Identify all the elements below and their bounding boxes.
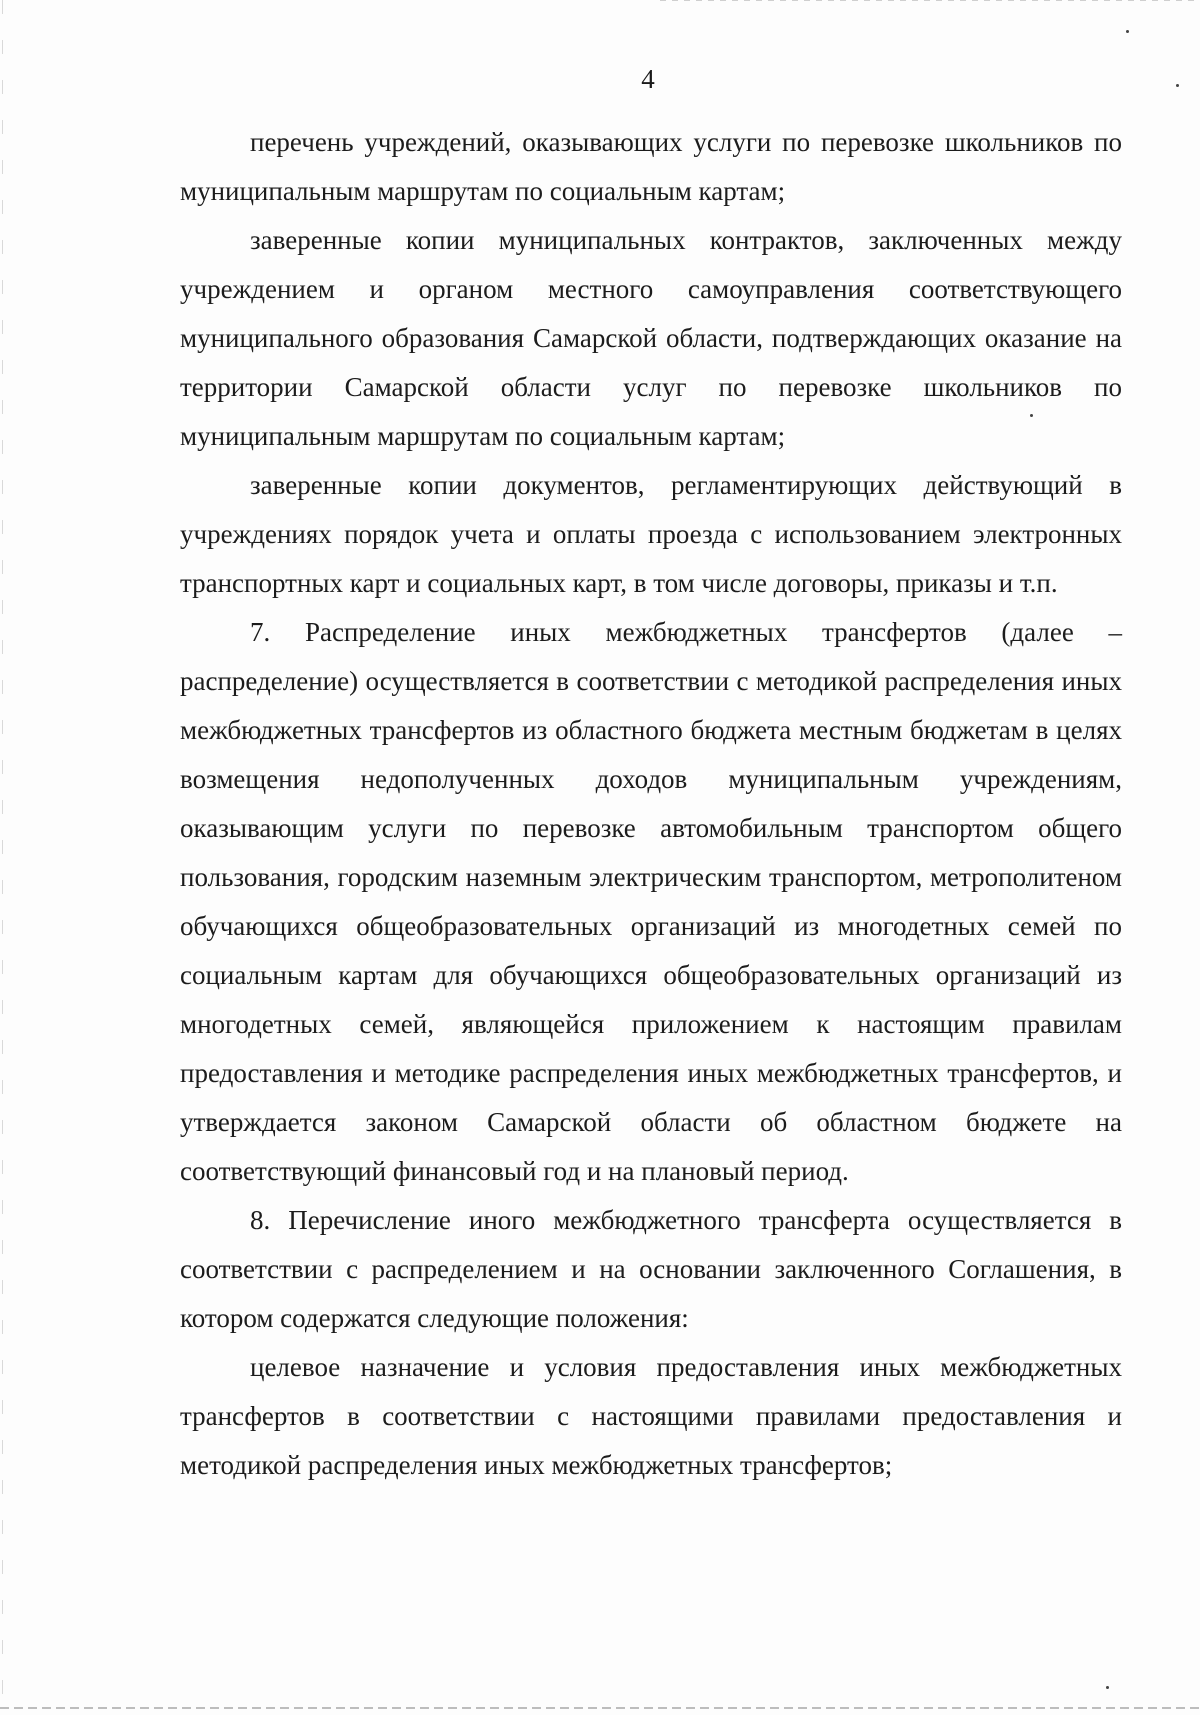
paragraph-contract-copies: заверенные копии муниципальных контрактов, заключенных между учреждением и органом местного самоуправления соответствующего муниципального образования Самарской области, подтверждающих оказание на территории Самарской области услуг по перевозке школьников по муниципальным маршрутам по социальным картам; xyxy=(180,225,1122,451)
scan-edge-top xyxy=(660,0,1200,1)
page-number: 4 xyxy=(641,64,655,94)
paragraph-purpose-conditions: целевое назначение и условия предоставления иных межбюджетных трансфертов в соответствии с настоящими правилами предоставления и методикой распределения иных межбюджетных трансфертов; xyxy=(180,1352,1122,1480)
body-text xyxy=(180,118,1122,1490)
scan-speck xyxy=(1106,1686,1109,1689)
paragraph-clause-7: 7. Распределение иных межбюджетных трансфертов (далее – распределение) осуществляется в соответствии с методикой распределения иных межбюджетных трансфертов из областного бюджета местным бюджетам в целях возмещения недополученных доходов муниципальным учреждениям, оказывающим услуги по перевозке автомобильным транспортом общего пользования, городским наземным электрическим транспортом, метрополитеном обучающихся общеобразовательных организаций из многодетных семей по социальным картам для обучающихся общеобразовательных организаций из многодетных семей, являющейся приложением к настоящим правилам предоставления и методике распределения иных межбюджетных трансфертов, и утверждается законом Самарской области об областном бюджете на соответствующий финансовый год и на плановый период. xyxy=(180,617,1122,1186)
paragraph-clause-8: 8. Перечисление иного межбюджетного трансферта осуществляется в соответствии с распределением и на основании заключенного Соглашения, в котором содержатся следующие положения: xyxy=(180,1205,1122,1333)
paragraph-document-copies: заверенные копии документов, регламентирующих действующий в учреждениях порядок учета и оплаты проезда с использованием электронных транспортных карт и социальных карт, в том числе договоры, приказы и т.п. xyxy=(180,470,1122,598)
scan-speck xyxy=(1126,30,1129,33)
scan-edge-left xyxy=(2,0,3,1715)
paragraph-institutions-list: перечень учреждений, оказывающих услуги по перевозке школьников по муниципальным маршрутам по социальным картам; xyxy=(180,127,1122,206)
scan-edge-bottom xyxy=(0,1707,1200,1709)
